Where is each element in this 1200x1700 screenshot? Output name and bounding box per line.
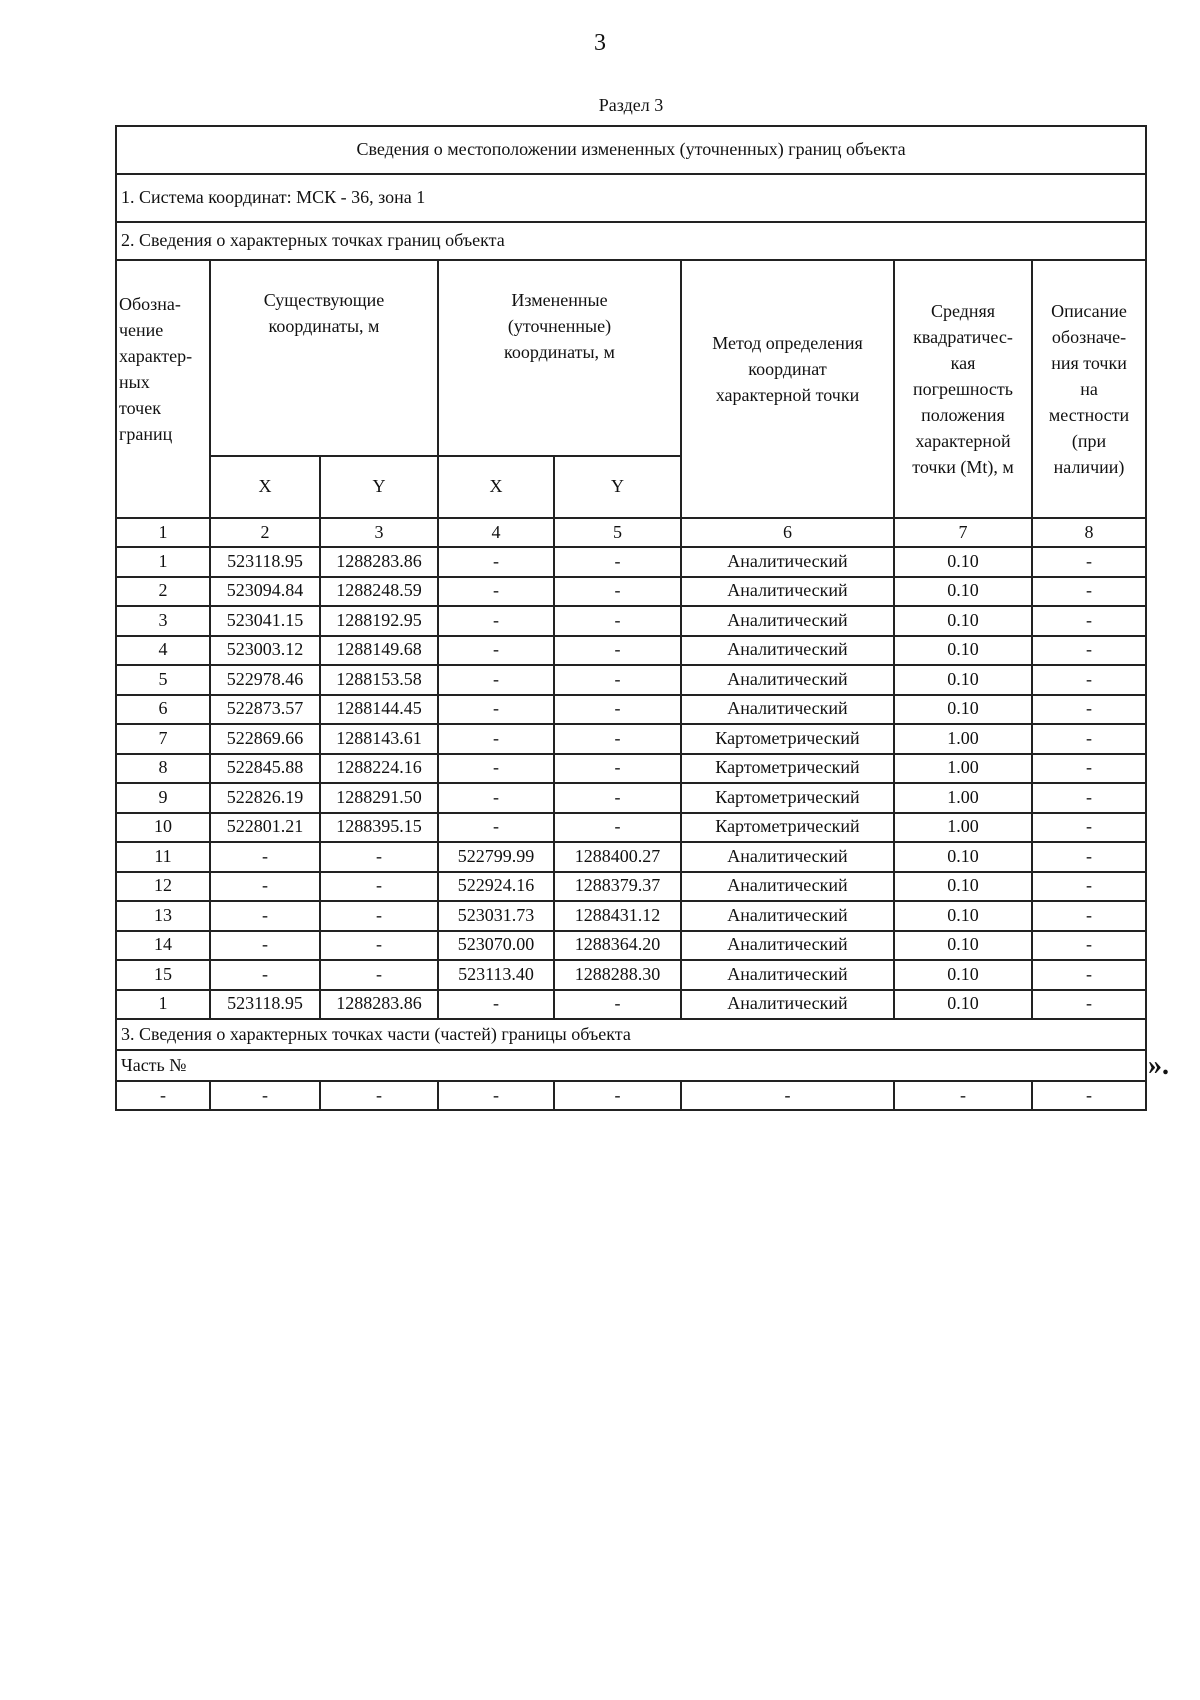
table-cell: - <box>320 872 438 902</box>
table-cell: - <box>438 636 554 666</box>
table-cell: - <box>320 901 438 931</box>
coord-system: 1. Система координат: МСК - 36, зона 1 <box>116 174 1146 222</box>
table-cell: 2 <box>116 577 210 607</box>
column-number: 6 <box>681 518 894 547</box>
table-cell: 1288153.58 <box>320 665 438 695</box>
table-cell: - <box>210 901 320 931</box>
part-number-label: Часть № <box>116 1050 1146 1081</box>
header-y-existing: Y <box>320 456 438 518</box>
table-cell: Аналитический <box>681 872 894 902</box>
table-cell: - <box>1032 872 1146 902</box>
table-cell: Аналитический <box>681 665 894 695</box>
table-cell: - <box>894 1081 1032 1110</box>
table-cell: 523113.40 <box>438 960 554 990</box>
table-row <box>116 842 1146 872</box>
table-cell: 1288431.12 <box>554 901 681 931</box>
table-cell: Картометрический <box>681 813 894 843</box>
table-row <box>116 931 1146 961</box>
header-point-designation: Обозна- чение характер- ных точек границ <box>116 260 210 518</box>
column-number: 8 <box>1032 518 1146 547</box>
table-cell: - <box>438 724 554 754</box>
header-existing-coords: Существующие координаты, м <box>210 260 438 456</box>
table-cell: 4 <box>116 636 210 666</box>
table-cell: 523094.84 <box>210 577 320 607</box>
table-row <box>116 636 1146 666</box>
page-number: 3 <box>594 30 606 56</box>
table-cell: 522801.21 <box>210 813 320 843</box>
table-cell: 523118.95 <box>210 547 320 577</box>
table-cell: 7 <box>116 724 210 754</box>
table-cell: - <box>1032 754 1146 784</box>
table-cell: 523041.15 <box>210 606 320 636</box>
table-cell: - <box>1032 606 1146 636</box>
table-cell: 1288192.95 <box>320 606 438 636</box>
table-cell: 522869.66 <box>210 724 320 754</box>
table-cell: 12 <box>116 872 210 902</box>
header-changed-coords: Измененные (уточненные) координаты, м <box>438 260 681 456</box>
column-numbers-row <box>116 518 1146 547</box>
table-cell: 11 <box>116 842 210 872</box>
closing-quote-mark: ». <box>1148 1050 1169 1081</box>
header-point-description: Описание обозначе- ния точки на местности (при наличии) <box>1032 260 1146 518</box>
table-cell: - <box>1032 901 1146 931</box>
table-cell: 0.10 <box>894 547 1032 577</box>
table-cell: 1288379.37 <box>554 872 681 902</box>
table-cell: - <box>681 1081 894 1110</box>
table-cell: 1288224.16 <box>320 754 438 784</box>
table-cell: 523118.95 <box>210 990 320 1020</box>
part-number-row <box>116 1050 1146 1081</box>
table-cell: 15 <box>116 960 210 990</box>
table-cell: 0.10 <box>894 665 1032 695</box>
table-cell: 1288288.30 <box>554 960 681 990</box>
data-rows <box>116 547 1146 1019</box>
table-row <box>116 960 1146 990</box>
table-cell: - <box>438 783 554 813</box>
table-cell: 6 <box>116 695 210 725</box>
table-title: Сведения о местоположении измененных (уточненных) границ объекта <box>116 126 1146 174</box>
table-cell: - <box>320 931 438 961</box>
table-row <box>116 872 1146 902</box>
table-cell: - <box>554 577 681 607</box>
table-cell: 523031.73 <box>438 901 554 931</box>
table-cell: - <box>554 724 681 754</box>
table-cell: Картометрический <box>681 754 894 784</box>
table-cell: 0.10 <box>894 931 1032 961</box>
header-y-changed: Y <box>554 456 681 518</box>
table-cell: 1288291.50 <box>320 783 438 813</box>
table-cell: 523003.12 <box>210 636 320 666</box>
table-cell: - <box>438 665 554 695</box>
table-cell: 1.00 <box>894 724 1032 754</box>
table-cell: 522873.57 <box>210 695 320 725</box>
table-cell: 0.10 <box>894 842 1032 872</box>
table-cell: - <box>1032 990 1146 1020</box>
table-cell: 0.10 <box>894 872 1032 902</box>
header-row-main <box>116 260 1146 456</box>
table-cell: 14 <box>116 931 210 961</box>
table-cell: 1288149.68 <box>320 636 438 666</box>
table-cell: 9 <box>116 783 210 813</box>
table-cell: 0.10 <box>894 577 1032 607</box>
table-cell: Аналитический <box>681 577 894 607</box>
table-cell: - <box>438 577 554 607</box>
table-cell: Аналитический <box>681 960 894 990</box>
table-row <box>116 901 1146 931</box>
table-cell: 522924.16 <box>438 872 554 902</box>
table-cell: 522799.99 <box>438 842 554 872</box>
table-cell: 1.00 <box>894 813 1032 843</box>
table-cell: Картометрический <box>681 724 894 754</box>
table-cell: - <box>554 990 681 1020</box>
part-section <box>116 1019 1146 1110</box>
table-cell: - <box>1032 1081 1146 1110</box>
table-cell: Аналитический <box>681 931 894 961</box>
table-cell: 1288364.20 <box>554 931 681 961</box>
table-row <box>116 547 1146 577</box>
table-cell: 522978.46 <box>210 665 320 695</box>
boundary-points-table <box>115 125 1147 1111</box>
table-cell: 0.10 <box>894 901 1032 931</box>
table-cell: - <box>320 842 438 872</box>
table-cell: - <box>438 1081 554 1110</box>
table-cell: 0.10 <box>894 960 1032 990</box>
table-cell: 0.10 <box>894 990 1032 1020</box>
table-cell: - <box>438 813 554 843</box>
table-row <box>116 724 1146 754</box>
part-row <box>116 1081 1146 1110</box>
table-cell: 522845.88 <box>210 754 320 784</box>
points-heading: 2. Сведения о характерных точках границ объекта <box>116 222 1146 260</box>
table-cell: 1 <box>116 990 210 1020</box>
table-row <box>116 990 1146 1020</box>
table-row <box>116 606 1146 636</box>
table-cell: - <box>1032 783 1146 813</box>
part-heading-row <box>116 1019 1146 1050</box>
table-cell: 13 <box>116 901 210 931</box>
table-row <box>116 665 1146 695</box>
table-cell: 1 <box>116 547 210 577</box>
table-cell: Аналитический <box>681 636 894 666</box>
table-cell: 8 <box>116 754 210 784</box>
table-cell: - <box>438 547 554 577</box>
column-number: 2 <box>210 518 320 547</box>
table-body <box>116 126 1146 547</box>
column-number: 3 <box>320 518 438 547</box>
table-cell: - <box>210 931 320 961</box>
table-row <box>116 754 1146 784</box>
table-cell: 522826.19 <box>210 783 320 813</box>
table-cell: - <box>1032 636 1146 666</box>
column-number: 1 <box>116 518 210 547</box>
table-cell: Аналитический <box>681 547 894 577</box>
table-cell: - <box>210 960 320 990</box>
table-cell: - <box>320 1081 438 1110</box>
table-cell: 1288144.45 <box>320 695 438 725</box>
table-cell: 1288400.27 <box>554 842 681 872</box>
table-cell: - <box>554 606 681 636</box>
part-heading: 3. Сведения о характерных точках части (частей) границы объекта <box>116 1019 1146 1050</box>
table-cell: 1288283.86 <box>320 990 438 1020</box>
table-cell: - <box>116 1081 210 1110</box>
table-cell: - <box>1032 577 1146 607</box>
column-number: 4 <box>438 518 554 547</box>
table-cell: - <box>320 960 438 990</box>
table-cell: 10 <box>116 813 210 843</box>
table-cell: - <box>554 547 681 577</box>
table-cell: - <box>554 1081 681 1110</box>
table-cell: 0.10 <box>894 606 1032 636</box>
table-cell: - <box>554 636 681 666</box>
table-cell: - <box>438 990 554 1020</box>
table-title-row <box>116 126 1146 174</box>
table-cell: - <box>1032 813 1146 843</box>
header-x-existing: X <box>210 456 320 518</box>
table-cell: - <box>554 665 681 695</box>
table-cell: - <box>554 813 681 843</box>
table-row <box>116 695 1146 725</box>
table-cell: - <box>1032 547 1146 577</box>
table-cell: 1288283.86 <box>320 547 438 577</box>
column-number: 5 <box>554 518 681 547</box>
table-cell: Аналитический <box>681 606 894 636</box>
header-mean-error: Средняя квадратичес- кая погрешность положения характерной точки (Mt), м <box>894 260 1032 518</box>
column-number: 7 <box>894 518 1032 547</box>
table-row <box>116 813 1146 843</box>
table-cell: 0.10 <box>894 695 1032 725</box>
table-cell: - <box>210 872 320 902</box>
table-cell: 5 <box>116 665 210 695</box>
table-cell: 0.10 <box>894 636 1032 666</box>
section-title: Раздел 3 <box>598 95 664 115</box>
table-cell: - <box>1032 842 1146 872</box>
table-cell: - <box>1032 695 1146 725</box>
table-cell: - <box>210 842 320 872</box>
table-row <box>116 577 1146 607</box>
table-cell: - <box>554 695 681 725</box>
points-heading-row <box>116 222 1146 260</box>
table-cell: 1.00 <box>894 754 1032 784</box>
table-cell: - <box>554 783 681 813</box>
table-row <box>116 783 1146 813</box>
table-cell: - <box>1032 665 1146 695</box>
table-cell: 523070.00 <box>438 931 554 961</box>
header-x-changed: X <box>438 456 554 518</box>
table-cell: - <box>438 606 554 636</box>
table-cell: Аналитический <box>681 901 894 931</box>
table-cell: - <box>1032 931 1146 961</box>
table-cell: Аналитический <box>681 842 894 872</box>
table-cell: Аналитический <box>681 990 894 1020</box>
table-cell: 1288143.61 <box>320 724 438 754</box>
table-cell: 1.00 <box>894 783 1032 813</box>
table-cell: - <box>438 754 554 784</box>
table-cell: Аналитический <box>681 695 894 725</box>
header-method: Метод определения координат характерной точки <box>681 260 894 518</box>
coord-system-row <box>116 174 1146 222</box>
table-cell: - <box>1032 960 1146 990</box>
table-cell: 1288395.15 <box>320 813 438 843</box>
table-cell: Картометрический <box>681 783 894 813</box>
table-cell: - <box>210 1081 320 1110</box>
table-cell: - <box>1032 724 1146 754</box>
table-cell: 3 <box>116 606 210 636</box>
table-cell: - <box>438 695 554 725</box>
table-cell: 1288248.59 <box>320 577 438 607</box>
table-cell: - <box>554 754 681 784</box>
